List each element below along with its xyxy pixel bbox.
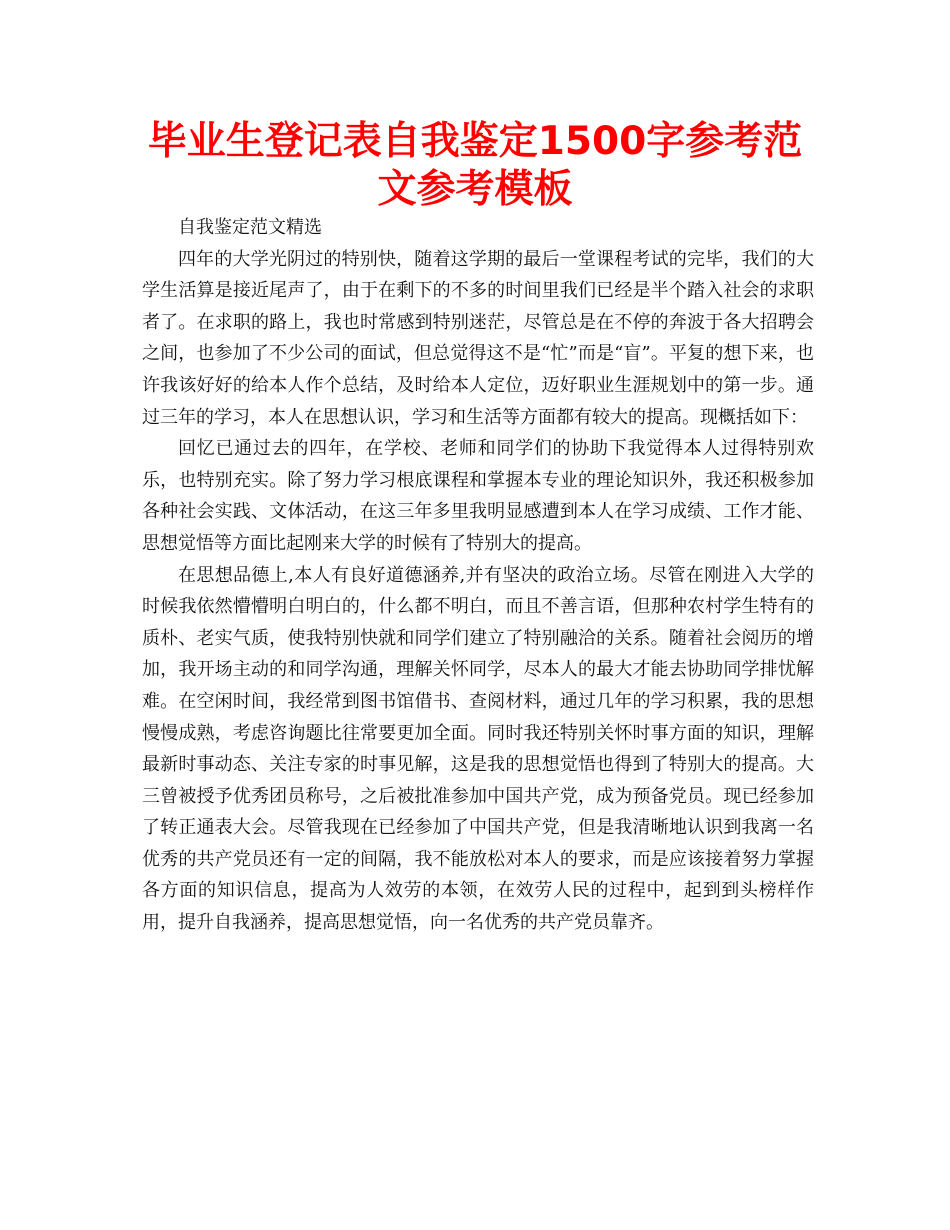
paragraph-1: 四年的大学光阴过的特别快，随着这学期的最后一堂课程考试的完毕，我们的大学生活算是接近尾声了，由于在剩下的不多的时间里我们已经是半个踏入社会的求职者了。在求职的路上，我也时常感到特别迷茫，尽管总是在不停的奔波于各大招聘会之间，也参加了不少公司的面试，但总觉得这不是“忙”而是“盲”。平复的想下来，也许我该好好的给本人作个总结，及时给本人定位，迈好职业生涯规划中的第一步。通过三年的学习，本人在思想认识，学习和生活等方面都有较大的提高。现概括如下： <box>142 248 814 428</box>
document-title: 毕业生登记表自我鉴定1500字参考范文参考模板 <box>147 119 803 212</box>
document-body <box>142 212 814 939</box>
section-heading: 自我鉴定范文精选 <box>178 217 322 238</box>
paragraph-2: 回忆已通过去的四年，在学校、老师和同学们的协助下我觉得本人过得特别欢乐，也特别充实。除了努力学习根底课程和掌握本专业的理论知识外，我还积极参加各种社会实践、文体活动，在这三年多里我明显感遭到本人在学习成绩、工作才能、思想觉悟等方面比起刚来大学的时候有了特别大的提高。 <box>142 438 814 554</box>
paragraph-3: 在思想品德上,本人有良好道德涵养,并有坚决的政治立场。尽管在刚进入大学的时候我依然懵懵明白明白的，什么都不明白，而且不善言语，但那种农村学生特有的质朴、老实气质，使我特别快就和同学们建立了特别融洽的关系。随着社会阅历的增加，我开场主动的和同学沟通，理解关怀同学，尽本人的最大才能去协助同学排忧解难。在空闲时间，我经常到图书馆借书、查阅材料，通过几年的学习积累，我的思想慢慢成熟，考虑咨询题比往常要更加全面。同时我还特别关怀时事方面的知识，理解最新时事动态、关注专家的时事见解，这是我的思想觉悟也得到了特别大的提高。大三曾被授予优秀团员称号，之后被批准参加中国共产党，成为预备党员。现已经参加了转正通表大会。尽管我现在已经参加了中国共产党，但是我清晰地认识到我离一名优秀的共产党员还有一定的间隔，我不能放松对本人的要求，而是应该接着努力掌握各方面的知识信息，提高为人效劳的本领，在效劳人民的过程中，起到到头榜样作用，提升自我涵养，提高思想觉悟，向一名优秀的共产党员靠齐。 <box>142 564 814 934</box>
